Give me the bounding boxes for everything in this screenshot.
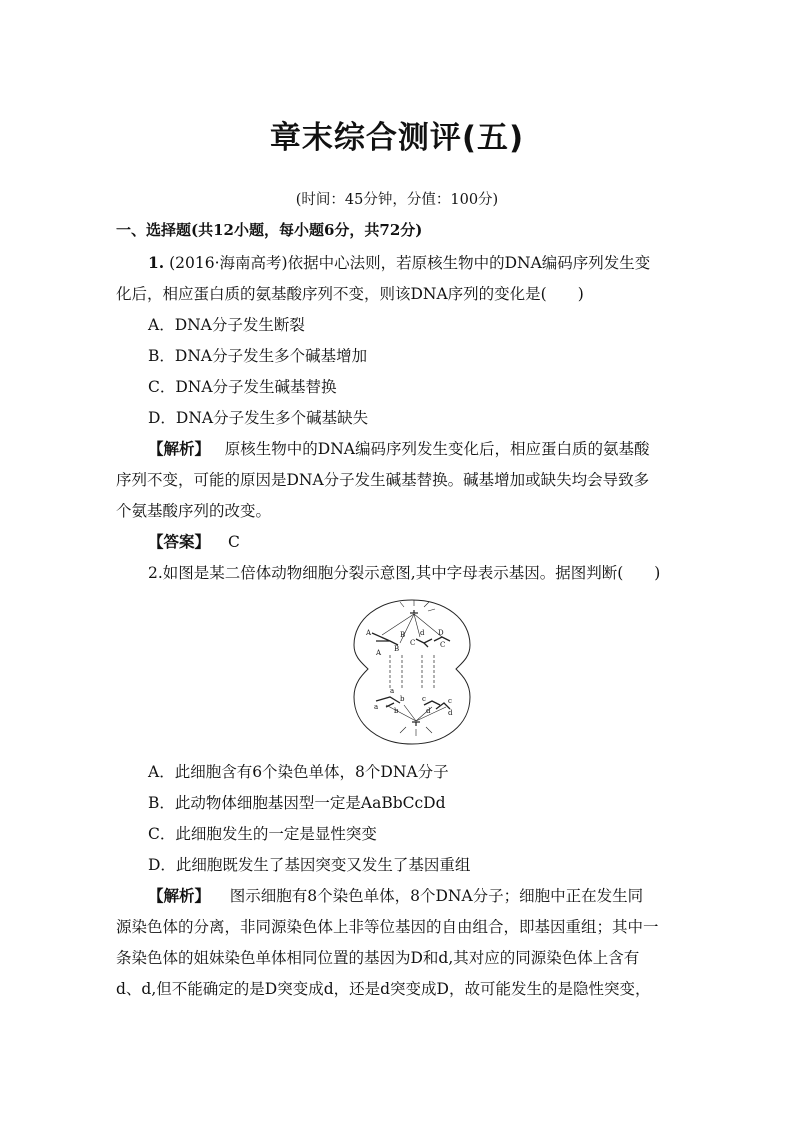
answer-value: C <box>228 533 240 551</box>
question-1-analysis-line-1 <box>148 439 649 459</box>
analysis-text-1: 图示细胞有8个染色单体，8个DNA分子；细胞中正在发生同 <box>229 887 644 905</box>
question-1-line-2: 化后，相应蛋白质的氨基酸序列不变，则该DNA序列的变化是( ) <box>116 285 584 303</box>
question-1-number: 1. <box>148 253 165 272</box>
question-2-option-b: B．此动物体细胞基因型一定是AaBbCcDd <box>148 794 446 812</box>
gene-label: B <box>400 631 406 639</box>
gene-label: d <box>426 707 431 715</box>
question-2-analysis-line-2: 源染色体的分离，非同源染色体上非等位基因的自由组合，即基因重组；其中一 <box>116 918 659 936</box>
question-1-answer <box>148 532 240 552</box>
chromosome-bottom-left <box>376 697 400 707</box>
gene-label: D <box>438 629 444 637</box>
gene-label: A <box>376 649 382 657</box>
gene-label: B <box>394 645 400 653</box>
question-1-analysis-line-3: 个氨基酸序列的改变。 <box>116 502 272 520</box>
question-2-analysis-line-4: d、d,但不能确定的是D突变成d，还是d突变成D，故可能发生的是隐性突变， <box>116 980 651 998</box>
gene-label: A <box>366 629 372 637</box>
gene-label: b <box>394 707 399 715</box>
analysis-label: 【解析】 <box>148 439 211 458</box>
gene-label: a <box>390 687 395 695</box>
question-1-line-1 <box>148 253 650 273</box>
answer-label: 【答案】 <box>148 532 211 551</box>
question-2-analysis-line-1 <box>148 886 643 906</box>
question-1-option-b: B．DNA分子发生多个碱基增加 <box>148 347 368 365</box>
gene-label: c <box>448 697 452 705</box>
gene-label: d <box>448 709 453 717</box>
gene-label: C <box>440 641 446 649</box>
gene-label: b <box>400 695 405 703</box>
question-1-option-a: A．DNA分子发生断裂 <box>148 316 305 334</box>
question-2-analysis-line-3: 条染色体的姐妹染色单体相同位置的基因为D和d,其对应的同源染色体上含有 <box>116 949 640 967</box>
question-2-option-a: A．此细胞含有6个染色单体，8个DNA分子 <box>148 763 449 781</box>
gene-label: C <box>410 639 416 647</box>
gene-label: a <box>374 703 379 711</box>
analysis-text-1: 原核生物中的DNA编码序列发生变化后，相应蛋白质的氨基酸 <box>224 440 650 458</box>
chromosome-top-left <box>372 633 398 645</box>
analysis-label: 【解析】 <box>148 886 211 905</box>
question-1-stem-1: (2016·海南高考)依据中心法则，若原核生物中的DNA编码序列发生变 <box>169 254 651 272</box>
question-2-line-1: 2.如图是某二倍体动物细胞分裂示意图,其中字母表示基因。据图判断( ) <box>148 564 661 582</box>
gene-label: c <box>422 695 426 703</box>
question-2-option-d: D．此细胞既发生了基因突变又发生了基因重组 <box>148 856 471 874</box>
question-2-option-c: C．此细胞发生的一定是显性突变 <box>148 825 377 843</box>
gene-label: d <box>420 629 425 637</box>
question-1-analysis-line-2: 序列不变，可能的原因是DNA分子发生碱基替换。碱基增加或缺失均会导致多 <box>116 471 650 489</box>
page-title: 章末综合测评(五) <box>269 120 525 156</box>
question-1-option-d: D．DNA分子发生多个碱基缺失 <box>148 409 369 427</box>
exam-meta: (时间：45分钟，分值：100分) <box>295 192 499 208</box>
cell-division-figure <box>350 597 475 747</box>
question-1-option-c: C．DNA分子发生碱基替换 <box>148 378 337 396</box>
section-heading: 一、选择题(共12小题，每小题6分，共72分) <box>116 221 423 239</box>
